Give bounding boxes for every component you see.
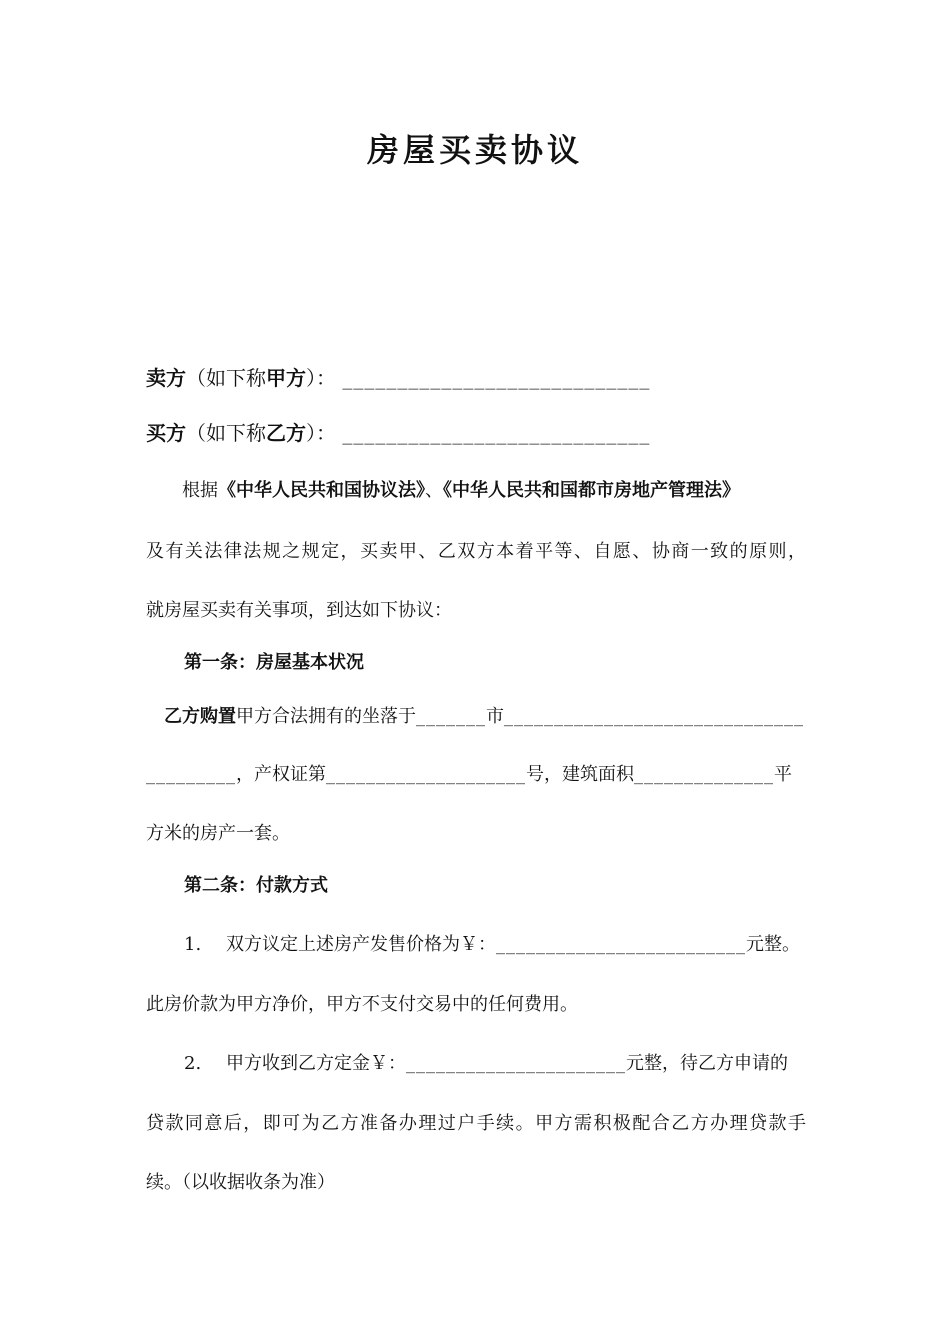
buyer-line: [146, 421, 650, 445]
article-2-item-2: [184, 1052, 788, 1076]
city-label: 市: [486, 706, 504, 727]
item-2-end: 元整，待乙方申请的: [626, 1053, 788, 1074]
area-label: 号，建筑面积: [526, 764, 634, 785]
buyer-label: 买方: [146, 421, 186, 445]
cert-label: ，产权证第: [236, 764, 326, 785]
deposit-blank: ______________________: [406, 1053, 626, 1074]
buyer-purchase: 乙方购置: [164, 706, 236, 727]
cert-blank: ____________________: [326, 764, 526, 785]
law-contract: 《中华人民共和国协议法》: [218, 480, 425, 501]
intro-line-3: 就房屋买卖有关事项，到达如下协议：: [146, 600, 452, 621]
article-1-text: 甲方合法拥有的坐落于: [236, 706, 416, 727]
address-blank-cont: _________: [146, 764, 236, 785]
seller-line: [146, 366, 650, 390]
seller-blank: ____________________________: [342, 366, 651, 390]
item-2-text: 甲方收到乙方定金￥：: [226, 1053, 406, 1074]
law-real-estate: 《中华人民共和国都市房地产管理法》: [443, 480, 740, 501]
article-1-line-2: [146, 763, 792, 787]
article-2-item-2-line-2: 贷款同意后，即可为乙方准备办理过户手续。甲方需积极配合乙方办理贷款手: [146, 1113, 806, 1134]
buyer-label-end: ）：: [306, 421, 336, 445]
article-2-item-1-line-2: 此房价款为甲方净价，甲方不支付交易中的任何费用。: [146, 994, 578, 1015]
item-1-number: 1.: [184, 934, 202, 955]
seller-label: 卖方: [146, 366, 186, 390]
address-blank: ______________________________: [504, 706, 804, 727]
price-blank: _________________________: [496, 934, 746, 955]
intro-line-1: [182, 479, 740, 503]
article-1-heading: 第一条：房屋基本状况: [184, 652, 364, 673]
article-2-heading: 第二条：付款方式: [184, 875, 328, 896]
article-2-item-2-line-3: 续。（以收据收条为准）: [146, 1172, 335, 1193]
buyer-label-mid: （如下称: [186, 421, 266, 445]
page-title: 房屋买卖协议: [366, 131, 583, 169]
article-1-line-3: 方米的房产一套。: [146, 823, 290, 844]
seller-label-mid: （如下称: [186, 366, 266, 390]
article-1-line-1: [164, 705, 804, 729]
area-blank: ______________: [634, 764, 774, 785]
buyer-blank: ____________________________: [342, 421, 651, 445]
item-2-number: 2.: [184, 1053, 202, 1074]
intro-line-2: 及有关法律法规之规定，买卖甲、乙双方本着平等、自愿、协商一致的原则，: [146, 541, 806, 562]
area-unit-start: 平: [774, 764, 792, 785]
city-blank: _______: [416, 706, 486, 727]
article-2-item-1: [184, 933, 800, 957]
seller-label-end: ）：: [306, 366, 336, 390]
buyer-party-b: 乙方: [266, 421, 306, 445]
law-separator: 、: [425, 480, 443, 501]
item-1-end: 元整。: [746, 934, 800, 955]
item-1-text: 双方议定上述房产发售价格为￥：: [226, 934, 496, 955]
intro-prefix: 根据: [182, 480, 218, 501]
seller-party-a: 甲方: [266, 366, 306, 390]
